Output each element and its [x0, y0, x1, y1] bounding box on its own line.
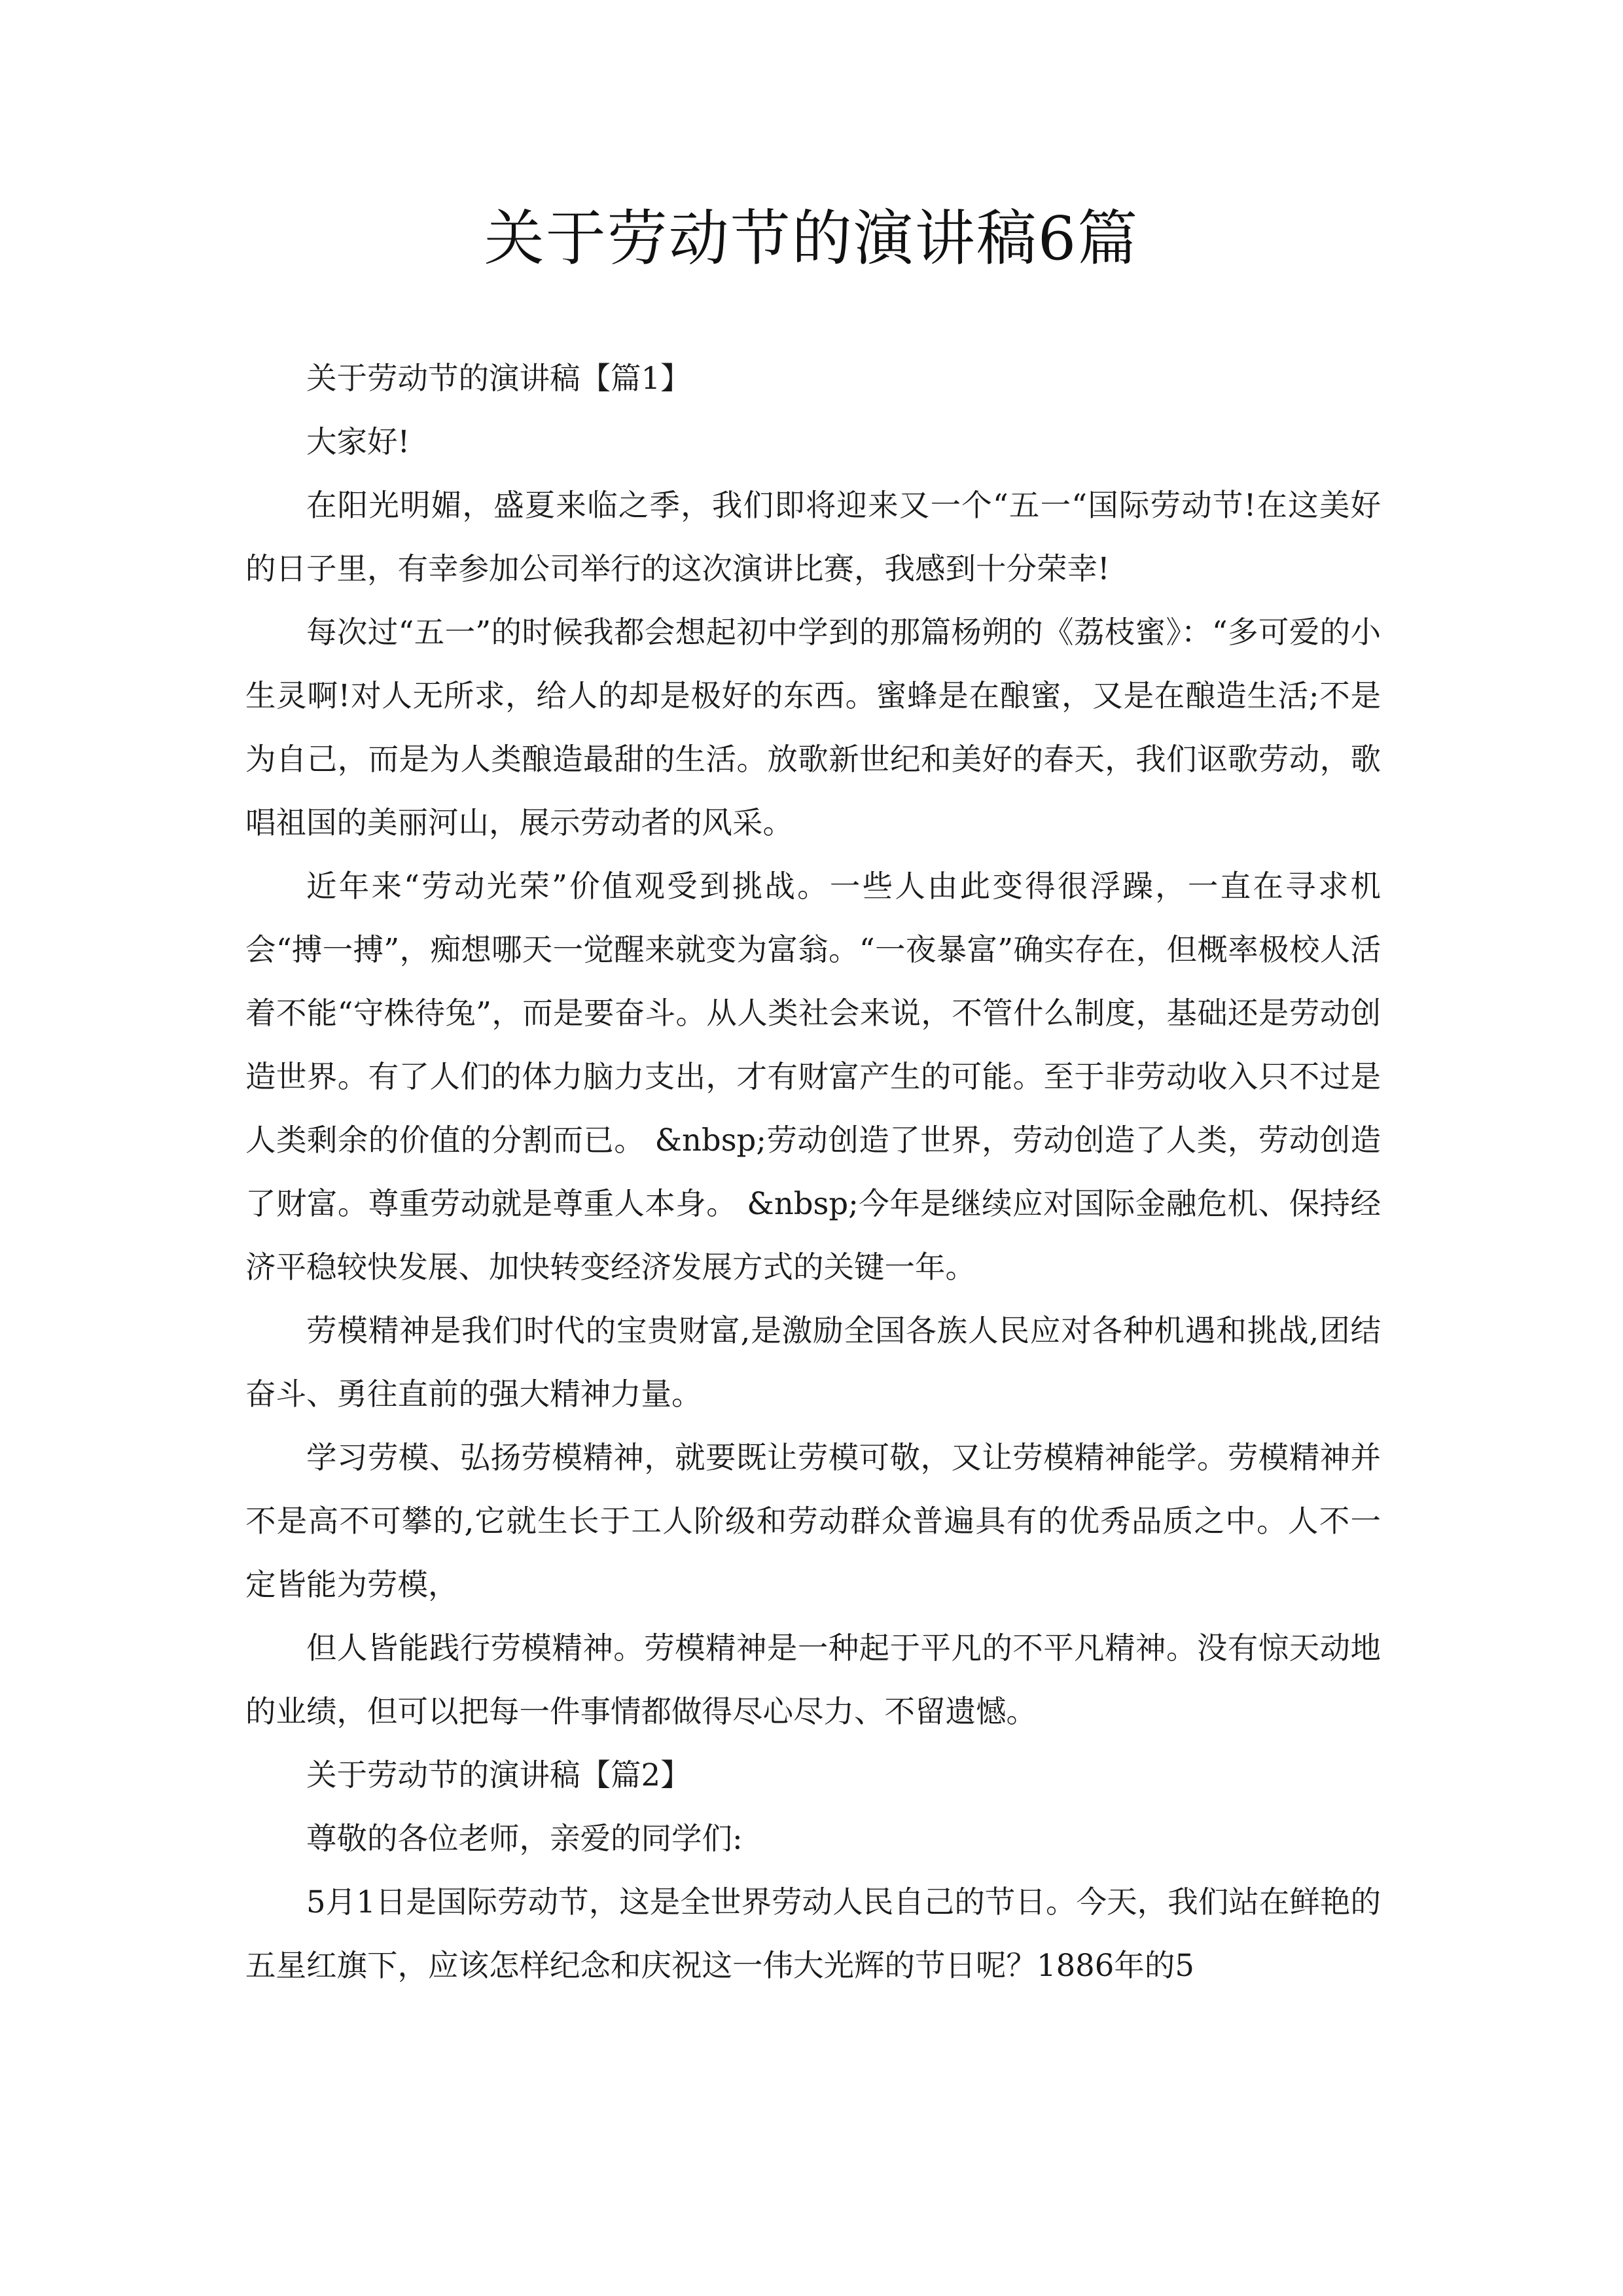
section-heading: 关于劳动节的演讲稿【篇1】 — [306, 361, 691, 396]
paragraph: 近年来“劳动光荣”价值观受到挑战。一些人由此变得很浮躁，一直在寻求机会“搏一搏”，痴想哪天一觉醒来就变为富翁。“一夜暴富”确实存在，但概率极校人活着不能“守株待兔”，而是要奋斗。从人类社会来说，不管什么制度，基础还是劳动创造世界。有了人们的体力脑力支出，才有财富产生的可能。至于非劳动收入只不过是人类剩余的价值的分割而已。 &nbsp;劳动创造了世界，劳动创造了人类，劳动创造了财富。尊重劳动就是尊重人本身。 &nbsp;今年是继续应对国际金融危机、保持经济平稳较快发展、加快转变经济发展方式的关键一年。 — [245, 869, 1381, 1285]
paragraph: 学习劳模、弘扬劳模精神，就要既让劳模可敬，又让劳模精神能学。劳模精神并不是高不可攀的,它就生长于工人阶级和劳动群众普遍具有的优秀品质之中。人不一定皆能为劳模， — [245, 1440, 1381, 1602]
section-heading: 关于劳动节的演讲稿【篇2】 — [306, 1757, 691, 1793]
document-title: 关于劳动节的演讲稿6篇 — [484, 204, 1139, 274]
paragraph: 但人皆能践行劳模精神。劳模精神是一种起于平凡的不平凡精神。没有惊天动地的业绩，但可以把每一件事情都做得尽心尽力、不留遗憾。 — [245, 1630, 1381, 1729]
paragraph: 每次过“五一”的时候我都会想起初中学到的那篇杨朔的《荔枝蜜》：“多可爱的小生灵啊!对人无所求，给人的却是极好的东西。蜜蜂是在酿蜜，又是在酿造生活;不是为自己，而是为人类酿造最甜的生活。放歌新世纪和美好的春天，我们讴歌劳动，歌唱祖国的美丽河山，展示劳动者的风采。 — [245, 615, 1381, 840]
document-body — [245, 347, 1381, 1998]
paragraph: 尊敬的各位老师，亲爱的同学们: — [306, 1821, 743, 1856]
paragraph: 在阳光明媚，盛夏来临之季，我们即将迎来又一个“五一“国际劳动节!在这美好的日子里，有幸参加公司举行的这次演讲比赛，我感到十分荣幸! — [245, 488, 1381, 586]
paragraph: 劳模精神是我们时代的宝贵财富,是激励全国各族人民应对各种机遇和挑战,团结奋斗、勇往直前的强大精神力量。 — [245, 1313, 1381, 1412]
paragraph: 大家好! — [306, 424, 410, 459]
paragraph: 5月1日是国际劳动节，这是全世界劳动人民自己的节日。今天，我们站在鲜艳的五星红旗下，应该怎样纪念和庆祝这一伟大光辉的节日呢？1886年的5 — [245, 1884, 1381, 1983]
